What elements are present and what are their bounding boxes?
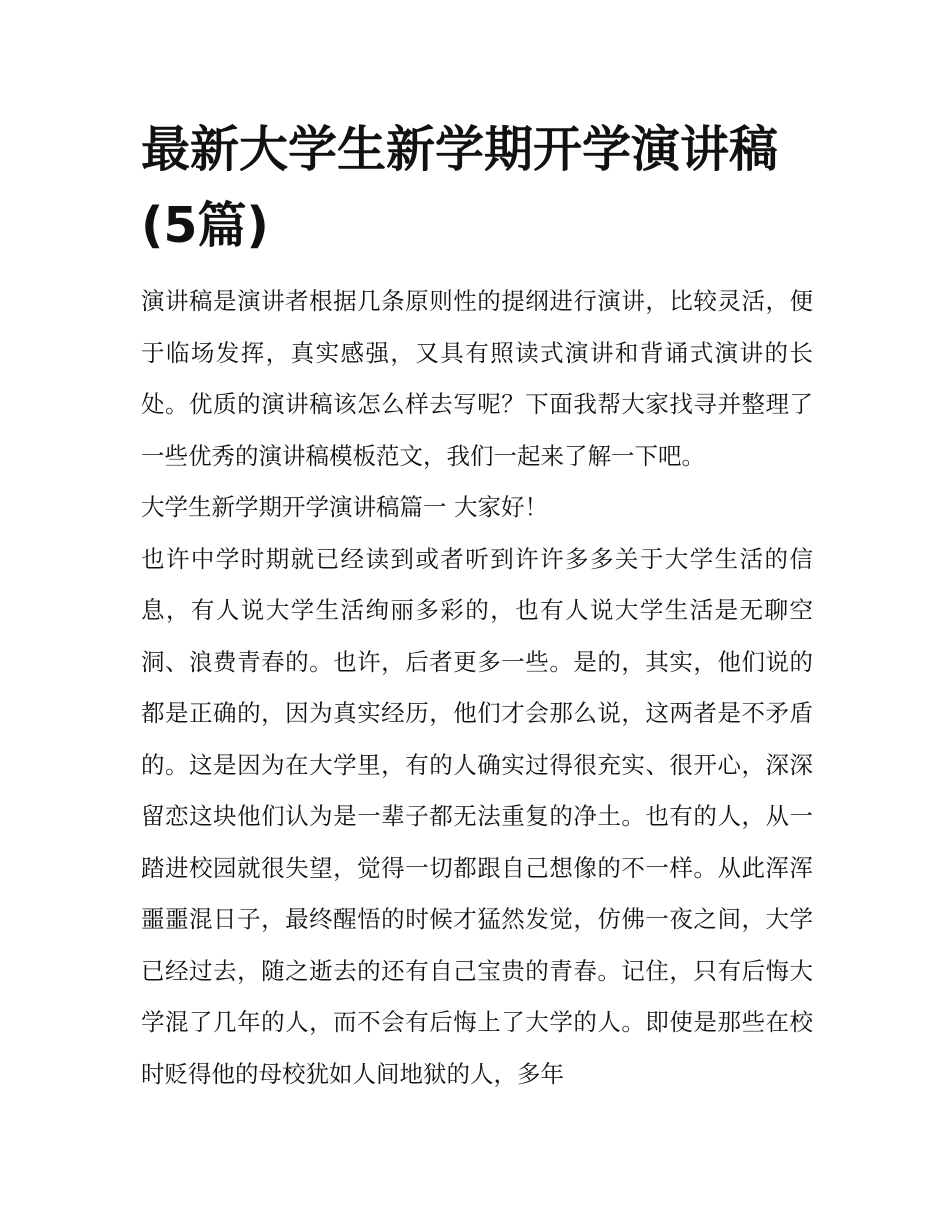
intro-paragraph: 演讲稿是演讲者根据几条原则性的提纲进行演讲，比较灵活，便于临场发挥，真实感强，又具有照读式演讲和背诵式演讲的长处。优质的演讲稿该怎么样去写呢？下面我帮大家找寻并整理了一些优秀的演讲稿模板范文，我们一起来了解一下吧。 bbox=[141, 287, 813, 470]
document-title: 最新大学生新学期开学演讲稿(5篇) bbox=[141, 121, 779, 254]
body-paragraph: 也许中学时期就已经读到或者听到许许多多关于大学生活的信息，有人说大学生活绚丽多彩的，也有人说大学生活是无聊空洞、浪费青春的。也许，后者更多一些。是的，其实，他们说的都是正确的，因为真实经历，他们才会那么说，这两者是不矛盾的。这是因为在大学里，有的人确实过得很充实、很开心，深深留恋这块他们认为是一辈子都无法重复的净土。也有的人，从一踏进校园就很失望，觉得一切都跟自己想像的不一样。从此浑浑噩噩混日子，最终醒悟的时候才猛然发觉，仿佛一夜之间，大学已经过去，随之逝去的还有自己宝贵的青春。记住，只有后悔大学混了几年的人，而不会有后悔上了大学的人。即使是那些在校时贬得他的母校犹如人间地狱的人，多年 bbox=[141, 544, 813, 1088]
section-heading: 大学生新学期开学演讲稿篇一 大家好！ bbox=[141, 493, 548, 521]
document-content bbox=[141, 112, 813, 1100]
